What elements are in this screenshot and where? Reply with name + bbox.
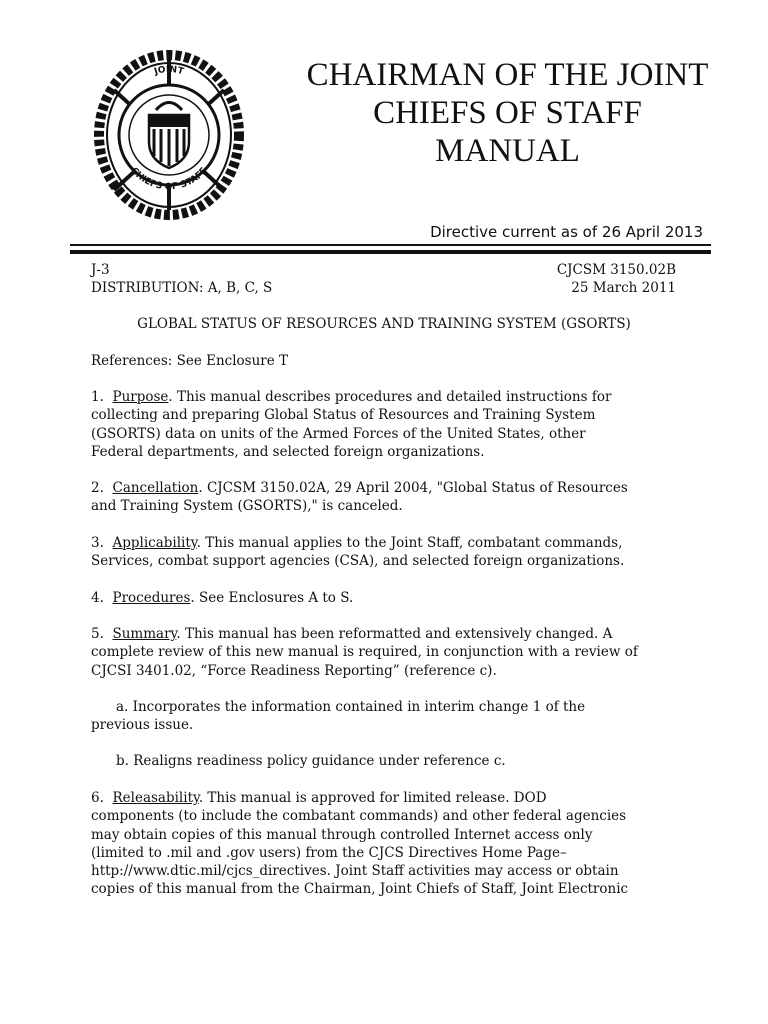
distribution: DISTRIBUTION: A, B, C, S <box>91 280 273 296</box>
para-text: (limited to .mil and .gov users) from the CJCS Directives Home Page– <box>91 844 567 861</box>
para-text: . This manual applies to the Joint Staff, combatant commands, <box>196 535 623 551</box>
para-number: 3. <box>91 535 104 551</box>
para-text: b. Realigns readiness policy guidance under reference c. <box>116 753 506 769</box>
para-heading: Releasability <box>112 790 199 806</box>
para-heading: Cancellation <box>112 480 199 496</box>
para-text: CJCSI 3401.02, “Force Readiness Reporting” (reference c). <box>91 662 497 679</box>
para-text: Services, combat support agencies (CSA), and selected foreign organizations. <box>91 553 625 570</box>
paragraph-releasability <box>91 789 691 899</box>
paragraph-applicability <box>91 534 691 571</box>
para-text: . This manual describes procedures and detailed instructions for <box>168 389 612 405</box>
references-text: References: See Enclosure T <box>91 353 289 369</box>
paragraph-procedures <box>91 589 691 607</box>
para-text: . This manual has been reformatted and extensively changed. A <box>176 626 613 642</box>
header-rule-thin <box>70 244 711 246</box>
title-line-1: CHAIRMAN OF THE JOINT <box>306 57 709 93</box>
header-left <box>91 261 272 297</box>
para-text: collecting and preparing Global Status of Resources and Training System <box>91 407 596 424</box>
document-number: CJCSM 3150.02B <box>556 262 676 278</box>
document-title <box>270 56 745 170</box>
para-text: a. Incorporates the information contained in interim change 1 of the <box>116 699 586 715</box>
para-text: . This manual is approved for limited release. DOD <box>198 790 547 806</box>
title-line-3: MANUAL <box>435 133 580 169</box>
para-text: (GSORTS) data on units of the Armed Forces of the United States, other <box>91 425 586 442</box>
paragraph-summary <box>91 625 691 680</box>
para-number: 1. <box>91 389 104 405</box>
para-heading: Summary <box>112 626 177 642</box>
office-code: J-3 <box>91 262 110 278</box>
para-text: copies of this manual from the Chairman, Joint Chiefs of Staff, Joint Electronic <box>91 881 629 898</box>
header-rule-thick <box>70 250 711 254</box>
para-heading: Applicability <box>112 535 197 551</box>
seal-top-text: JOINT <box>153 64 185 78</box>
para-number: 4. <box>91 590 104 606</box>
para-number: 2. <box>91 480 104 496</box>
header-right <box>557 261 676 297</box>
summary-item-a <box>91 698 691 735</box>
subject-line: GLOBAL STATUS OF RESOURCES AND TRAINING SYSTEM (GSORTS) <box>137 316 631 332</box>
para-heading: Purpose <box>112 389 169 405</box>
para-number: 5. <box>91 626 104 642</box>
para-text: http://www.dtic.mil/cjcs_directives. Joint Staff activities may access or obtain <box>91 863 619 880</box>
paragraph-cancellation <box>91 479 691 516</box>
para-text: previous issue. <box>91 717 194 734</box>
document-date: 25 March 2011 <box>571 280 676 296</box>
para-text: and Training System (GSORTS)," is canceled. <box>91 498 403 515</box>
para-heading: Procedures <box>112 590 191 606</box>
title-line-2: CHIEFS OF STAFF <box>373 95 642 131</box>
para-text: Federal departments, and selected foreign organizations. <box>91 443 485 460</box>
references-line <box>91 352 691 370</box>
para-text: components (to include the combatant commands) and other federal agencies <box>91 808 627 825</box>
joint-chiefs-seal <box>94 50 244 220</box>
summary-item-b <box>91 752 691 770</box>
directive-current-notice: Directive current as of 26 April 2013 <box>430 223 703 241</box>
para-text: . CJCSM 3150.02A, 29 April 2004, "Global Status of Resources <box>198 480 628 496</box>
para-text: may obtain copies of this manual through controlled Internet access only <box>91 826 593 843</box>
seal-bottom-text: CHIEFS OF STAFF <box>128 165 210 193</box>
para-number: 6. <box>91 790 104 806</box>
para-text: . See Enclosures A to S. <box>190 590 354 606</box>
para-text: complete review of this new manual is required, in conjunction with a review of <box>91 644 638 661</box>
paragraph-purpose <box>91 388 691 461</box>
